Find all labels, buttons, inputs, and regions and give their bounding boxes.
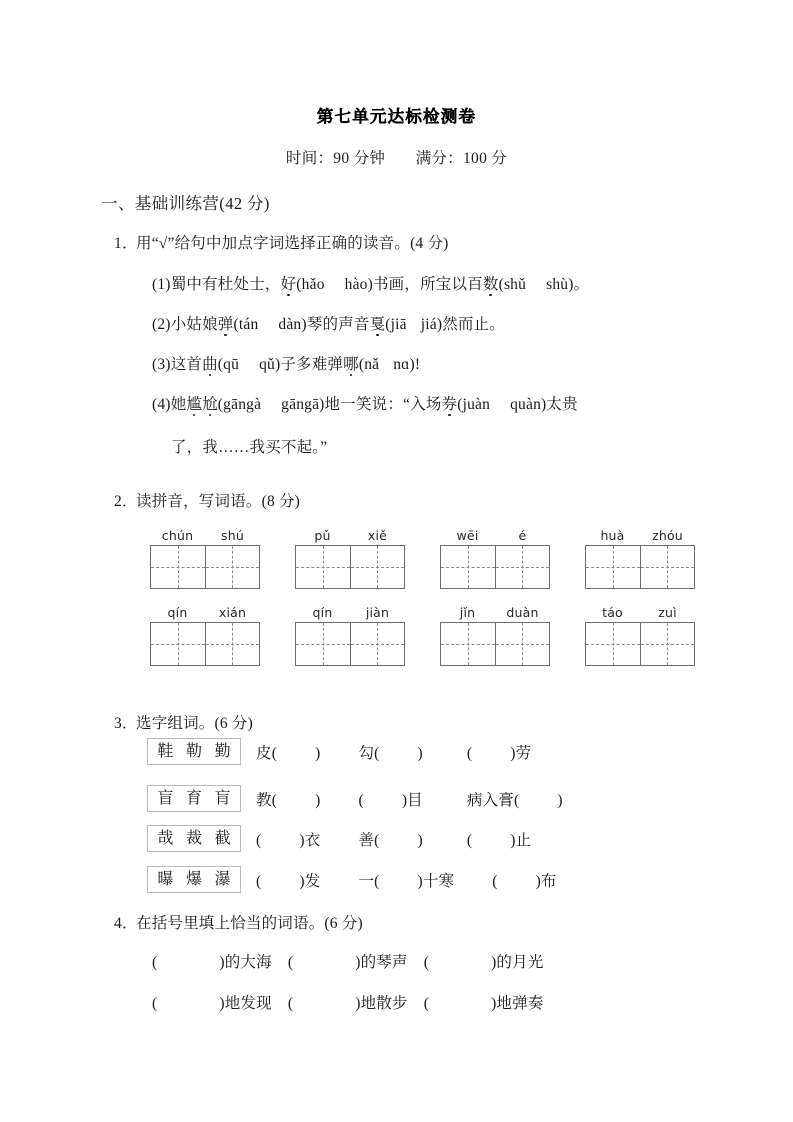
char-option[interactable]: 肓: [214, 789, 231, 807]
question-3-text: 选字组词。(6 分): [136, 715, 253, 732]
writing-grid-group-7: [440, 605, 550, 666]
item-segment: (nǎ: [358, 356, 380, 373]
item-segment: 这首: [170, 356, 203, 373]
pinyin-syllable: duàn: [506, 605, 539, 620]
exam-time-label: 时间：90 分钟: [285, 150, 386, 167]
item-segment: (jiā: [385, 316, 407, 333]
prompt-text: ): [315, 745, 321, 762]
question-2-stem: [114, 489, 300, 511]
pinyin-row: [585, 528, 695, 543]
question-3-row-2: [256, 788, 563, 810]
tianzige-boxes[interactable]: [150, 545, 260, 589]
prompt-text: (: [256, 832, 262, 849]
question-1-item-2: [152, 312, 505, 334]
question-4-row-2: [152, 991, 544, 1013]
char-choice-box-1[interactable]: [147, 738, 241, 765]
pinyin-syllable: qín: [312, 605, 333, 620]
prompt-text: (: [466, 832, 473, 849]
pinyin-syllable: wēi: [456, 528, 479, 543]
tianzige-cell[interactable]: [640, 546, 694, 588]
prompt-text: 一(: [358, 873, 380, 890]
prompt-text: )地发现: [219, 995, 272, 1012]
tianzige-cell[interactable]: [495, 623, 549, 665]
pinyin-row: [440, 605, 550, 620]
pinyin-syllable: jǐn: [459, 605, 476, 620]
question-1-item-4: [152, 392, 578, 414]
tianzige-cell[interactable]: [640, 623, 694, 665]
item-segment: (hǎo: [296, 276, 325, 293]
tianzige-cell[interactable]: [586, 623, 640, 665]
prompt-text: )地散步: [355, 995, 408, 1012]
item-segment: dàn)琴的声音: [278, 316, 370, 333]
prompt-text: (: [423, 954, 430, 971]
char-option[interactable]: 瀑: [214, 870, 231, 888]
pinyin-syllable: zhóu: [652, 528, 683, 543]
dotted-char: 数: [483, 272, 499, 294]
prompt-text: (: [358, 792, 364, 809]
tianzige-cell[interactable]: [205, 623, 259, 665]
item-segment: 蜀中有杜处士，: [170, 276, 281, 293]
char-option[interactable]: 裁: [185, 829, 202, 847]
pinyin-syllable: pǔ: [314, 528, 331, 543]
pinyin-syllable: huà: [600, 528, 625, 543]
prompt-text: (: [423, 995, 430, 1012]
prompt-text: )止: [510, 832, 532, 849]
prompt-text: 勾(: [358, 745, 380, 762]
item-segment: (gāngà: [217, 396, 262, 413]
char-option[interactable]: 盲: [157, 789, 174, 807]
item-segment: hào)书画，所宝以百: [344, 276, 483, 293]
pinyin-syllable: táo: [602, 605, 623, 620]
char-option[interactable]: 育: [185, 789, 202, 807]
item-segment: quàn)太贵: [510, 396, 578, 413]
tianzige-cell[interactable]: [151, 623, 205, 665]
pinyin-syllable: qín: [167, 605, 188, 620]
dotted-char: 好: [281, 272, 297, 294]
exam-meta: [0, 146, 793, 168]
exam-total-label: 满分：100 分: [415, 150, 508, 167]
tianzige-cell[interactable]: [586, 546, 640, 588]
char-option[interactable]: 曝: [157, 870, 174, 888]
tianzige-boxes[interactable]: [440, 622, 550, 666]
tianzige-cell[interactable]: [151, 546, 205, 588]
char-option[interactable]: 哉: [157, 829, 174, 847]
question-1-item-4-continuation: 了，我……我买不起。”: [171, 439, 328, 456]
prompt-text: )十寒: [417, 873, 455, 890]
question-3-number: 3．: [114, 715, 138, 732]
prompt-text: (: [256, 873, 262, 890]
item-segment: (juàn: [457, 396, 491, 413]
item-label: (3): [152, 356, 171, 373]
prompt-text: (: [466, 745, 473, 762]
char-option[interactable]: 鞋: [157, 742, 174, 760]
prompt-text: ): [557, 792, 563, 809]
pinyin-row: [585, 605, 695, 620]
prompt-text: (: [287, 954, 294, 971]
item-segment: shù)。: [546, 276, 590, 293]
pinyin-syllable: é: [518, 528, 527, 543]
question-3-row-3: [256, 828, 531, 850]
char-option[interactable]: 勤: [214, 742, 231, 760]
prompt-text: (: [152, 954, 158, 971]
section-heading: 一、基础训练营(42 分): [101, 194, 270, 213]
pinyin-row: [295, 528, 405, 543]
prompt-text: ): [417, 745, 423, 762]
writing-grid-group-5: [150, 605, 260, 666]
tianzige-cell[interactable]: [350, 623, 404, 665]
prompt-text: )衣: [299, 832, 321, 849]
char-option[interactable]: 勒: [185, 742, 202, 760]
tianzige-boxes[interactable]: [295, 545, 405, 589]
pinyin-syllable: jiàn: [365, 605, 390, 620]
pinyin-syllable: xiě: [367, 528, 388, 543]
item-label: (4): [152, 396, 171, 413]
question-2-number: 2．: [114, 493, 138, 510]
item-segment: nɑ)!: [393, 356, 421, 373]
tianzige-boxes[interactable]: [150, 622, 260, 666]
page-title: 第七单元达标检测卷: [316, 107, 477, 126]
tianzige-boxes[interactable]: [585, 622, 695, 666]
prompt-text: 病入膏(: [466, 792, 520, 809]
item-segment: gāngā)地一笑说：“入场: [281, 396, 442, 413]
dotted-char: 曲: [202, 352, 218, 374]
writing-grid-group-8: [585, 605, 695, 666]
question-4-stem: [114, 911, 363, 933]
prompt-text: ): [315, 792, 321, 809]
tianzige-cell[interactable]: [495, 546, 549, 588]
prompt-text: (: [152, 995, 158, 1012]
prompt-text: )的大海: [219, 954, 272, 971]
prompt-text: 教(: [256, 792, 278, 809]
dotted-char: 券: [442, 392, 458, 414]
question-3-row-1: [256, 741, 531, 763]
tianzige-cell[interactable]: [296, 623, 350, 665]
writing-grid-group-3: [440, 528, 550, 589]
dotted-char: 尴: [186, 392, 202, 414]
tianzige-boxes[interactable]: [295, 622, 405, 666]
char-choice-box-4[interactable]: [147, 866, 241, 893]
tianzige-cell[interactable]: [441, 623, 495, 665]
tianzige-cell[interactable]: [350, 546, 404, 588]
writing-grid-group-4: [585, 528, 695, 589]
item-label: (1): [152, 276, 171, 293]
prompt-text: 善(: [358, 832, 380, 849]
question-1-item-3: [152, 352, 420, 374]
prompt-text: ): [417, 832, 423, 849]
dotted-char: 尬: [202, 392, 218, 414]
dotted-char: 哪: [343, 352, 359, 374]
pinyin-row: [440, 528, 550, 543]
pinyin-syllable: zuì: [658, 605, 677, 620]
prompt-text: (: [287, 995, 294, 1012]
item-segment: qǔ)子多难弹: [259, 356, 344, 373]
pinyin-syllable: xián: [218, 605, 247, 620]
question-1-number: 1．: [114, 235, 138, 252]
question-2-text: 读拼音，写词语。(8 分): [136, 493, 301, 510]
char-choice-box-2[interactable]: [147, 785, 241, 812]
question-3-row-4: [256, 869, 557, 891]
prompt-text: )发: [299, 873, 321, 890]
pinyin-row: [150, 528, 260, 543]
pinyin-syllable: chún: [161, 528, 194, 543]
item-segment: (shǔ: [498, 276, 527, 293]
pinyin-syllable: shú: [221, 528, 244, 543]
tianzige-boxes[interactable]: [440, 545, 550, 589]
prompt-text: )目: [401, 792, 423, 809]
tianzige-cell[interactable]: [296, 546, 350, 588]
item-segment: 她: [170, 396, 187, 413]
prompt-text: )布: [535, 873, 557, 890]
dotted-char: 弹: [218, 312, 234, 334]
writing-grid-group-1: [150, 528, 260, 589]
prompt-text: )地弹奏: [491, 995, 544, 1012]
writing-grid-group-2: [295, 528, 405, 589]
tianzige-boxes[interactable]: [585, 545, 695, 589]
item-segment: 小姑娘: [170, 316, 218, 333]
tianzige-cell[interactable]: [205, 546, 259, 588]
prompt-text: )的琴声: [355, 954, 408, 971]
question-1-stem: [114, 231, 449, 253]
prompt-text: )劳: [510, 745, 532, 762]
pinyin-row: [150, 605, 260, 620]
prompt-text: 皮(: [256, 745, 278, 762]
question-4-number: 4．: [114, 915, 138, 932]
char-option[interactable]: 爆: [185, 870, 202, 888]
question-1-text: 用“√”给句中加点字词选择正确的读音。(4 分): [136, 235, 449, 252]
item-segment: (tán: [233, 316, 259, 333]
question-4-row-1: [152, 950, 544, 972]
question-1-item-1: [152, 272, 589, 294]
question-3-stem: [114, 711, 253, 733]
tianzige-cell[interactable]: [441, 546, 495, 588]
prompt-text: )的月光: [491, 954, 544, 971]
writing-grid-group-6: [295, 605, 405, 666]
pinyin-row: [295, 605, 405, 620]
item-segment: jiá)然而止。: [420, 316, 505, 333]
dotted-char: 戛: [370, 312, 386, 334]
item-segment: (qū: [217, 356, 240, 373]
char-choice-box-3[interactable]: [147, 825, 241, 852]
question-4-text: 在括号里填上恰当的词语。(6 分): [136, 915, 363, 932]
char-option[interactable]: 截: [214, 829, 231, 847]
prompt-text: (: [492, 873, 498, 890]
item-label: (2): [152, 316, 171, 333]
